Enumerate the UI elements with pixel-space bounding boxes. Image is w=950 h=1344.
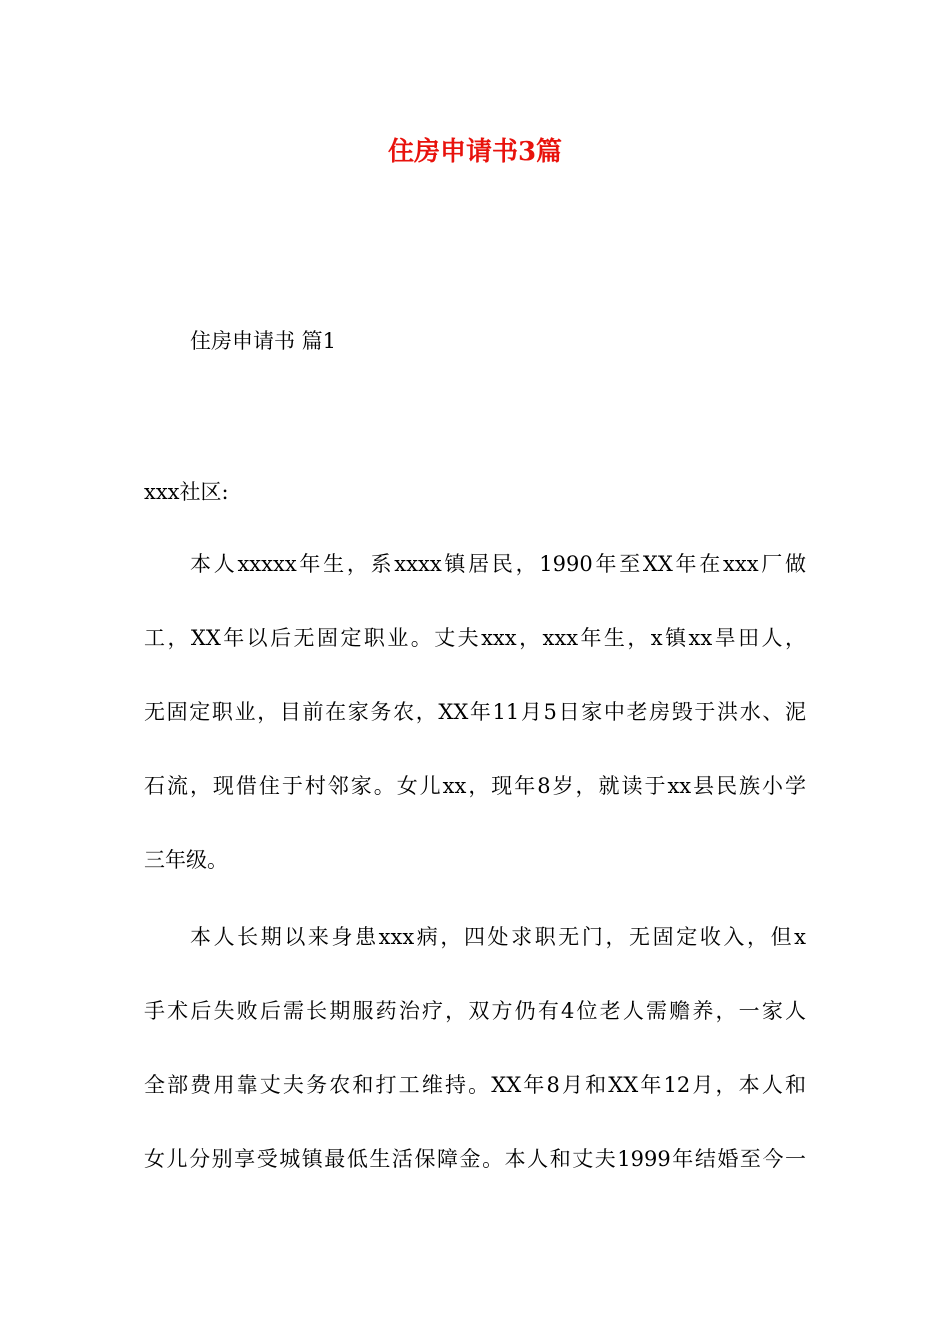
paragraph-line: 女儿分别享受城镇最低生活保障金。本人和丈夫1999年结婚至今一	[144, 1147, 806, 1171]
document-title: 住房申请书3篇	[387, 137, 563, 167]
paragraph-line: 石流，现借住于村邻家。女儿xx，现年8岁，就读于xx县民族小学	[144, 774, 806, 798]
paragraph-line: 全部费用靠丈夫务农和打工维持。XX年8月和XX年12月，本人和	[144, 1073, 806, 1097]
paragraph-1	[144, 548, 806, 918]
section-heading: 住房申请书 篇1	[190, 329, 337, 353]
paragraph-line: 工，XX年以后无固定职业。丈夫xxx，xxx年生，x镇xx旱田人，	[144, 626, 806, 650]
paragraph-line: 三年级。	[144, 848, 228, 872]
paragraph-line: 无固定职业，目前在家务农，XX年11月5日家中老房毁于洪水、泥	[144, 700, 806, 724]
paragraph-line: 本人xxxxx年生，系xxxx镇居民，1990年至XX年在xxx厂做	[190, 552, 806, 576]
salutation: xxx社区:	[144, 480, 229, 504]
paragraph-line: 手术后失败后需长期服药治疗，双方仍有4位老人需赡养，一家人	[144, 999, 806, 1023]
paragraph-2	[144, 921, 806, 1217]
paragraph-line: 本人长期以来身患xxx病，四处求职无门，无固定收入，但x	[190, 925, 806, 949]
